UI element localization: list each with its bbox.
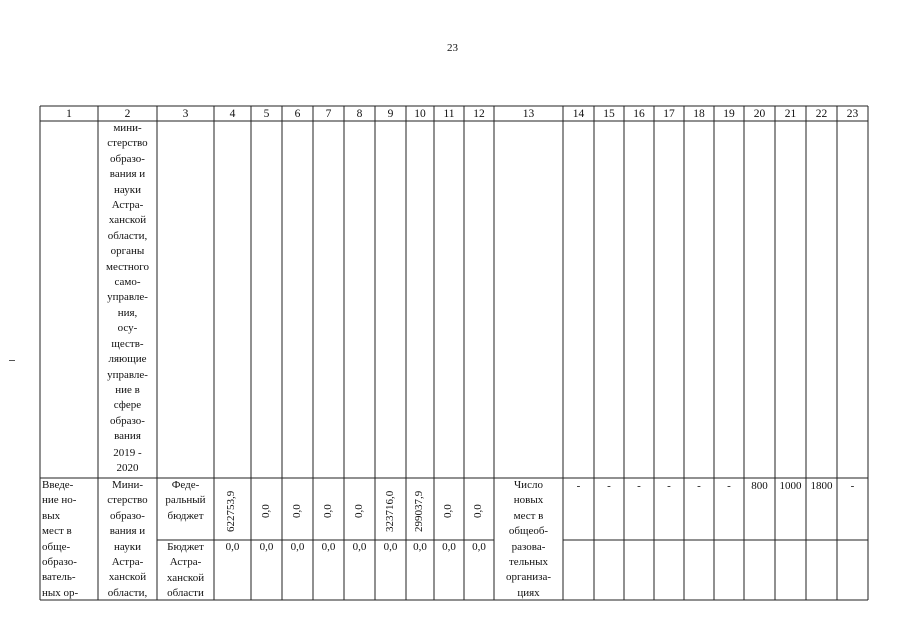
column-number: 11: [443, 108, 455, 120]
column-number: 19: [723, 108, 735, 120]
indicator-value: -: [637, 480, 641, 492]
column-number: 12: [473, 108, 485, 120]
column-number: 5: [263, 108, 270, 120]
column-number: 15: [603, 108, 615, 120]
regional-value: 0,0: [352, 541, 367, 553]
regional-value: 0,0: [472, 541, 486, 553]
federal-value: 0,0: [353, 504, 365, 518]
indicator-value: -: [727, 480, 731, 492]
federal-value: 0,0: [442, 504, 454, 518]
column-number: 3: [182, 108, 189, 120]
column-number: 22: [815, 108, 828, 120]
indicator-value: 1800: [810, 480, 833, 492]
column-number: 6: [294, 108, 301, 120]
column-number: 16: [633, 108, 645, 120]
federal-value: 0,0: [291, 504, 303, 518]
page-number: 23: [447, 42, 458, 54]
column-number: 1: [66, 108, 72, 120]
federal-value: 0,0: [260, 504, 272, 518]
indicator-value: 1000: [779, 480, 802, 492]
responsible-executor-cell: мини- стерство образо- вания и науки Астра- ханской области, органы местного само- управле- ния, осу- ществ- ляющие управле- ние в сфере образо- вания: [106, 122, 149, 443]
column-number: 14: [572, 108, 585, 120]
funding-source-regional: Бюджет Астра- ханской области: [166, 541, 205, 600]
federal-value: 299037,9: [413, 490, 425, 532]
regional-value: 0,0: [225, 541, 240, 553]
column-number: 4: [229, 108, 236, 120]
indicator-value: -: [850, 480, 855, 492]
indicator-value: -: [697, 480, 701, 492]
regional-value: 0,0: [383, 541, 398, 553]
column-number: 20: [753, 108, 766, 120]
federal-value: 323716,0: [384, 490, 396, 532]
indicator-value: -: [607, 480, 611, 492]
column-number: 23: [846, 108, 859, 120]
column-number: 21: [784, 108, 797, 120]
regional-value: 0,0: [413, 541, 427, 553]
column-number: 9: [387, 108, 394, 120]
responsible-executor-cell: Мини- стерство образо- вания и науки Астра- ханской области,: [107, 479, 148, 599]
column-number: 18: [693, 108, 705, 120]
column-number: 8: [356, 108, 363, 120]
column-number: 7: [325, 108, 332, 120]
regional-value: 0,0: [259, 541, 274, 553]
regional-value: 0,0: [290, 541, 305, 553]
column-number: 10: [414, 108, 426, 120]
column-number: 2: [124, 108, 131, 120]
regional-value: 0,0: [442, 541, 456, 553]
funding-source-federal: Феде- ральный бюджет: [165, 479, 206, 522]
regional-value: 0,0: [321, 541, 336, 553]
indicator-value: -: [576, 480, 581, 492]
indicator-name-cell: Число новых мест в общеоб- разова- тельных организа- циях: [505, 479, 552, 599]
federal-value: 0,0: [322, 504, 334, 518]
indicator-value: -: [667, 480, 671, 492]
column-number: 13: [522, 108, 535, 120]
indicator-value: 800: [751, 480, 768, 492]
implementation-period: 2019 - 2020: [113, 447, 142, 475]
column-number: 17: [663, 108, 675, 120]
federal-value: 622753,9: [225, 490, 237, 532]
measure-name-cell: Введе- ние но- вых мест в обще- образо- ватель- ных ор-: [42, 479, 79, 599]
federal-value: 0,0: [472, 504, 484, 518]
